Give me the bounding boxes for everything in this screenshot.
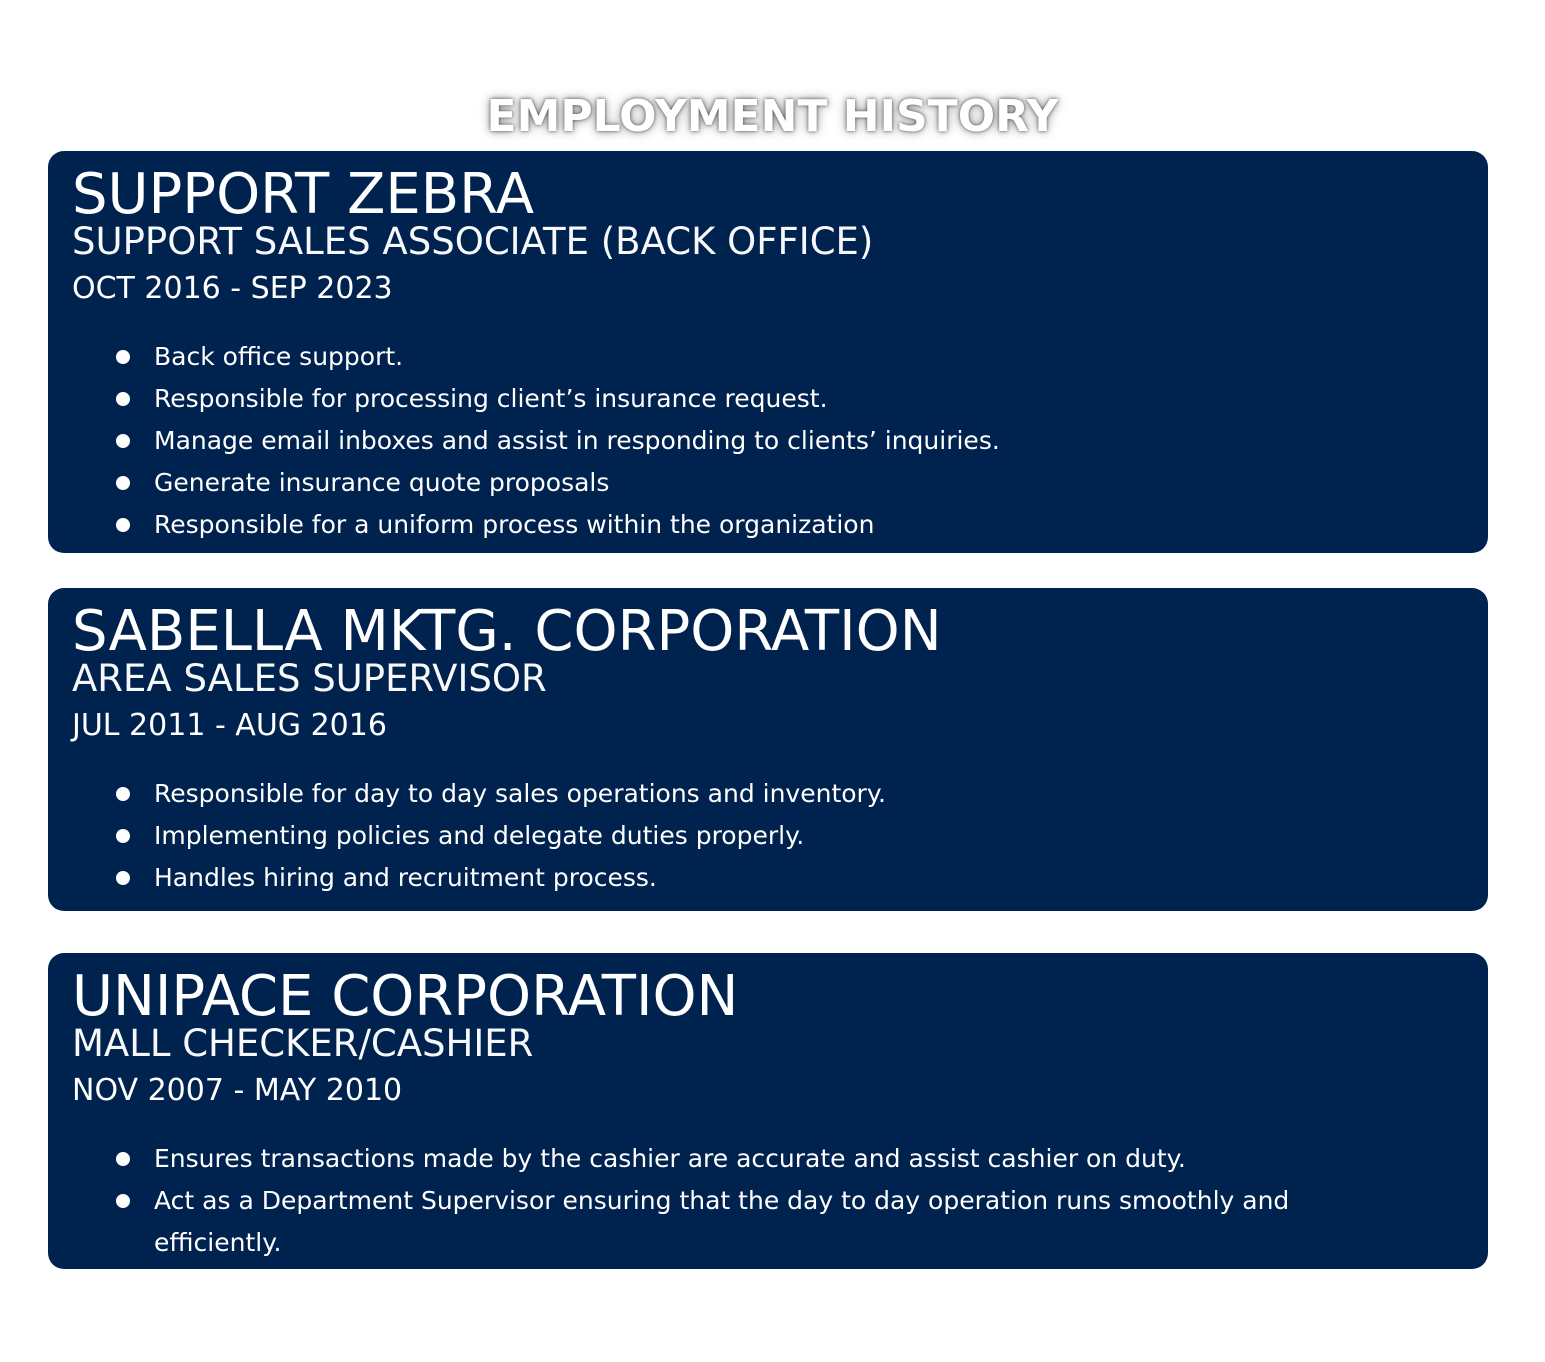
company-name: SUPPORT ZEBRA (72, 162, 535, 227)
duty-text: Responsible for a uniform process within the organization (154, 510, 875, 539)
company-name: SABELLA MKTG. CORPORATION (72, 599, 942, 664)
duty-text: Implementing policies and delegate duties properly. (154, 821, 805, 850)
job-role: MALL CHECKER/CASHIER (72, 1022, 534, 1065)
job-card-sabella (48, 588, 1488, 911)
bullet-icon (116, 518, 130, 532)
bullet-icon (116, 392, 130, 406)
job-dates: NOV 2007 - MAY 2010 (72, 1073, 403, 1108)
bullet-icon (116, 787, 130, 801)
duty-text: Back office support. (154, 342, 404, 371)
duty-item (72, 1180, 1488, 1264)
duty-list (72, 336, 1488, 546)
duty-text: Act as a Department Supervisor ensuring that the day to day operation runs smoothly and efficiently. (154, 1186, 1290, 1257)
duty-text: Generate insurance quote proposals (154, 468, 610, 497)
duty-text: Manage email inboxes and assist in responding to clients’ inquiries. (154, 426, 1000, 455)
duty-text: Ensures transactions made by the cashier are accurate and assist cashier on duty. (154, 1144, 1186, 1173)
duty-item (72, 336, 1488, 378)
job-dates: JUL 2011 - AUG 2016 (72, 708, 387, 743)
job-card-support-zebra (48, 151, 1488, 553)
bullet-icon (116, 476, 130, 490)
bullet-icon (116, 829, 130, 843)
duty-item (72, 462, 1488, 504)
bullet-icon (116, 1152, 130, 1166)
duty-item (72, 420, 1488, 462)
duty-item (72, 815, 1488, 857)
duty-item (72, 773, 1488, 815)
duty-text: Responsible for day to day sales operations and inventory. (154, 779, 886, 808)
duty-list (72, 1138, 1488, 1264)
duty-item (72, 378, 1488, 420)
job-role: SUPPORT SALES ASSOCIATE (BACK OFFICE) (72, 220, 874, 263)
duty-text: Responsible for processing client’s insurance request. (154, 384, 828, 413)
job-card-unipace (48, 953, 1488, 1269)
bullet-icon (116, 350, 130, 364)
duty-text: Handles hiring and recruitment process. (154, 863, 657, 892)
duty-item (72, 1138, 1488, 1180)
company-name: UNIPACE CORPORATION (72, 964, 739, 1029)
bullet-icon (116, 1194, 130, 1208)
bullet-icon (116, 871, 130, 885)
bullet-icon (116, 434, 130, 448)
job-role: AREA SALES SUPERVISOR (72, 657, 547, 700)
duty-list (72, 773, 1488, 899)
section-title: EMPLOYMENT HISTORY (486, 91, 1059, 142)
job-dates: OCT 2016 - SEP 2023 (72, 271, 393, 306)
duty-item (72, 504, 1488, 546)
duty-item (72, 857, 1488, 899)
